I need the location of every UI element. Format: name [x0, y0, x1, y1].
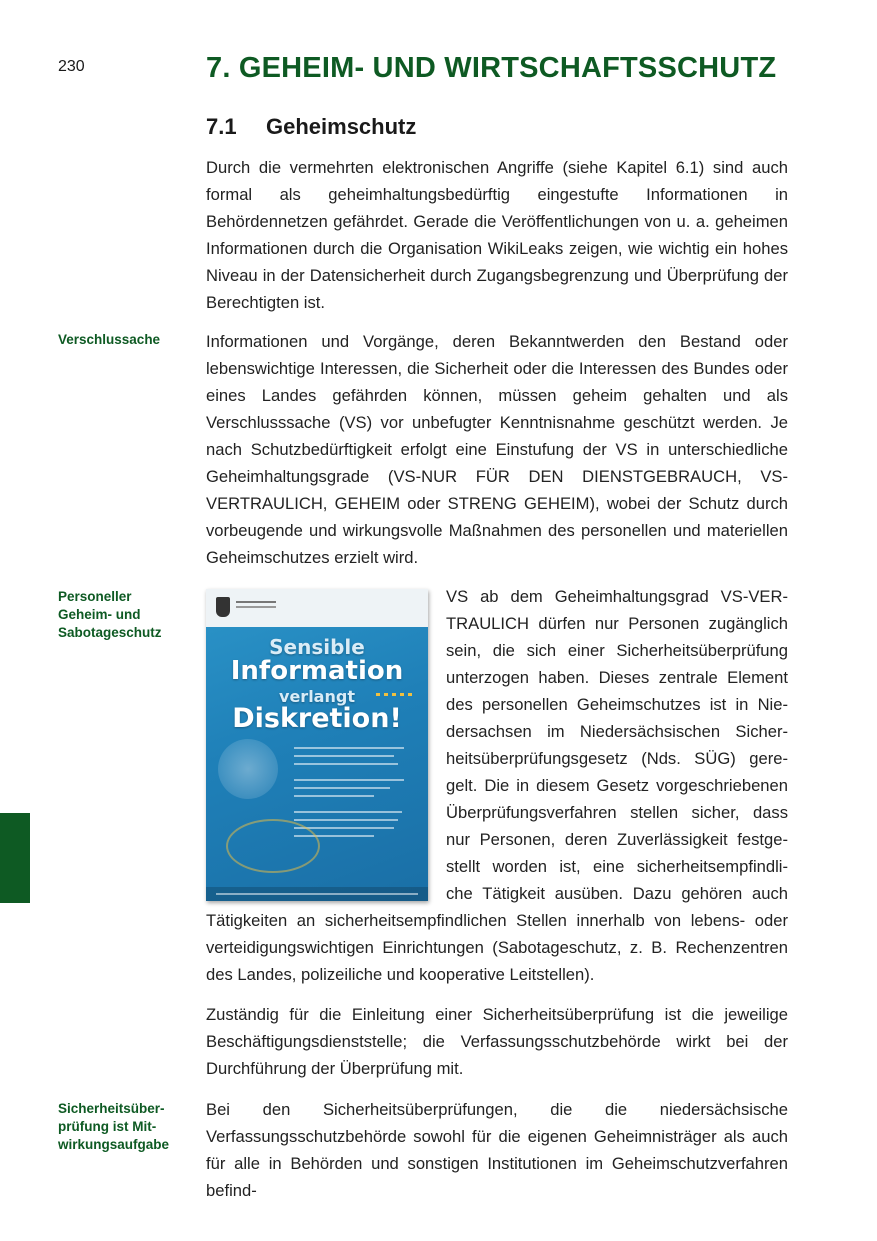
brochure-decoration: [226, 819, 320, 873]
margin-note-line: Sabotageschutz: [58, 625, 162, 640]
text-line: TRAULICH dürfen nur Personen zugänglich: [446, 614, 788, 633]
ministry-logo-text: [236, 601, 276, 603]
section-heading: [206, 114, 416, 140]
text-line: heitsüberprüfungsgesetz (Nds. SÜG) gere-: [446, 749, 788, 768]
brochure-cover-image: [206, 589, 428, 901]
section-title: Geheimschutz: [266, 114, 417, 139]
margin-note-line: prüfung ist Mit-: [58, 1119, 157, 1134]
brochure-text-line: [294, 755, 394, 757]
brochure-footer-band: [206, 887, 428, 901]
text-line: des personellen Geheimschutzes ist in Nie-: [446, 695, 788, 714]
brochure-title-line: Diskretion!: [232, 703, 402, 734]
brochure-text-line: [294, 779, 404, 781]
paragraph-vs-continued: Tätigkeiten an sicherheitsempfindlichen Stellen innerhalb von lebens- oder verteidigungswichtigen Einrichtungen (Sabotageschutz, z. B. Rechenzentren des Landes, polizeiliche und kooperative Leitstellen).: [206, 911, 788, 984]
paragraph-intro: Durch die vermehrten elektronischen Angriffe (siehe Kapitel 6.1) sind auch formal als geheimhaltungsbedürftig eingestufte Informationen in Behördennetzen gefährdet. Gerade die Veröffentlichungen von u. a. geheimen Informationen durch die Organisation WikiLeaks zeigen, wie wichtig ein hohes Niveau in der Datensicherheit durch Zugangsbegrenzung und Überprüfung der Berechtigten ist.: [206, 158, 788, 312]
margin-note-line: Geheim- und: [58, 607, 141, 622]
margin-note-line: wirkungsaufgabe: [58, 1137, 170, 1152]
brochure-text-line: [294, 819, 398, 821]
text-line: sein, die sich einer Sicherheitsüberprüfung: [446, 641, 788, 660]
margin-note-line: Personeller: [58, 589, 132, 604]
brochure-title-line: Sensible: [269, 635, 365, 659]
paragraph-zustaendigkeit: Zuständig für die Einleitung einer Sicherheitsüberprüfung ist die jeweilige Beschäftigungsdienststelle; die Verfassungsschutzbehörde wirkt bei der Durchführung der Überprüfung mit.: [206, 1005, 788, 1078]
brochure-text-line: [294, 787, 390, 789]
brochure-text-line: [294, 747, 404, 749]
text-line: unterzogen haben. Dieses zentrale Element: [446, 668, 788, 687]
margin-note-sicherheitsueberpruefung: [58, 1100, 188, 1154]
brochure-header-band: [206, 589, 428, 627]
paragraph-vs-beside-image: [446, 583, 788, 907]
text-line: che Tätigkeit ausüben. Dazu gehören auch: [446, 884, 788, 903]
brochure-title-line: Information: [230, 656, 404, 686]
text-line: stellt worden ist, eine sicherheitsempfindli-: [446, 857, 788, 876]
margin-note-line: Sicherheitsüber-: [58, 1101, 165, 1116]
page-number: 230: [58, 58, 85, 75]
margin-note-verschlussache: Verschlussache: [58, 332, 161, 347]
margin-note-personeller-schutz: [58, 588, 188, 642]
brochure-title-line: verlangt: [279, 687, 355, 706]
chapter-title: 7. GEHEIM- UND WIRTSCHAFTSSCHUTZ: [206, 52, 777, 84]
text-line: VS ab dem Geheimhaltungsgrad VS-VER-: [446, 587, 788, 606]
brochure-text-line: [294, 811, 402, 813]
brochure-text-line: [294, 795, 374, 797]
text-line: Überprüfungsverfahren stellen sicher, dass: [446, 803, 788, 822]
text-line: nur Personen, deren Zuverlässigkeit festge-: [446, 830, 788, 849]
brochure-text-line: [294, 763, 398, 765]
text-line: dersachsen im Niedersächsischen Sicher-: [446, 722, 788, 741]
chapter-thumb-tab: [0, 813, 30, 903]
paragraph-sicherheitsueberpruefungen: Bei den Sicherheitsüberprüfungen, die die niedersächsische Verfassungsschutzbehörde sowohl für die eigenen Geheimnisträger als auch für alle in Behörden und sonstigen Institutionen im Geheimschutzverfahren befind-: [206, 1100, 788, 1200]
section-number: 7.1: [206, 114, 237, 139]
text-line: gelt. Die in diesem Gesetz vorgeschriebenen: [446, 776, 788, 795]
paragraph-verschlusssache: Informationen und Vorgänge, deren Bekanntwerden den Bestand oder lebenswichtige Interessen, die Sicherheit oder die Interessen des Bundes oder eines Landes gefährden können, müssen geheim gehalten und als Verschlusssache (VS) vor unbefugter Kenntnisnahme geschützt werden. Je nach Schutzbedürftigkeit erfolgt eine Einstufung der VS in unterschiedliche Geheimhaltungsgrade (VS-NUR FÜR DEN DIENSTGEBRAUCH, VS-VERTRAULICH, GEHEIM oder STRENG GEHEIM), wobei der Schutz durch vorbeugende und wirkungsvolle Maßnahmen des personellen und materiellen Geheimschutzes erzielt wird.: [206, 332, 788, 567]
federal-eagle-icon: [216, 597, 230, 617]
brochure-seal-graphic: [218, 739, 278, 799]
